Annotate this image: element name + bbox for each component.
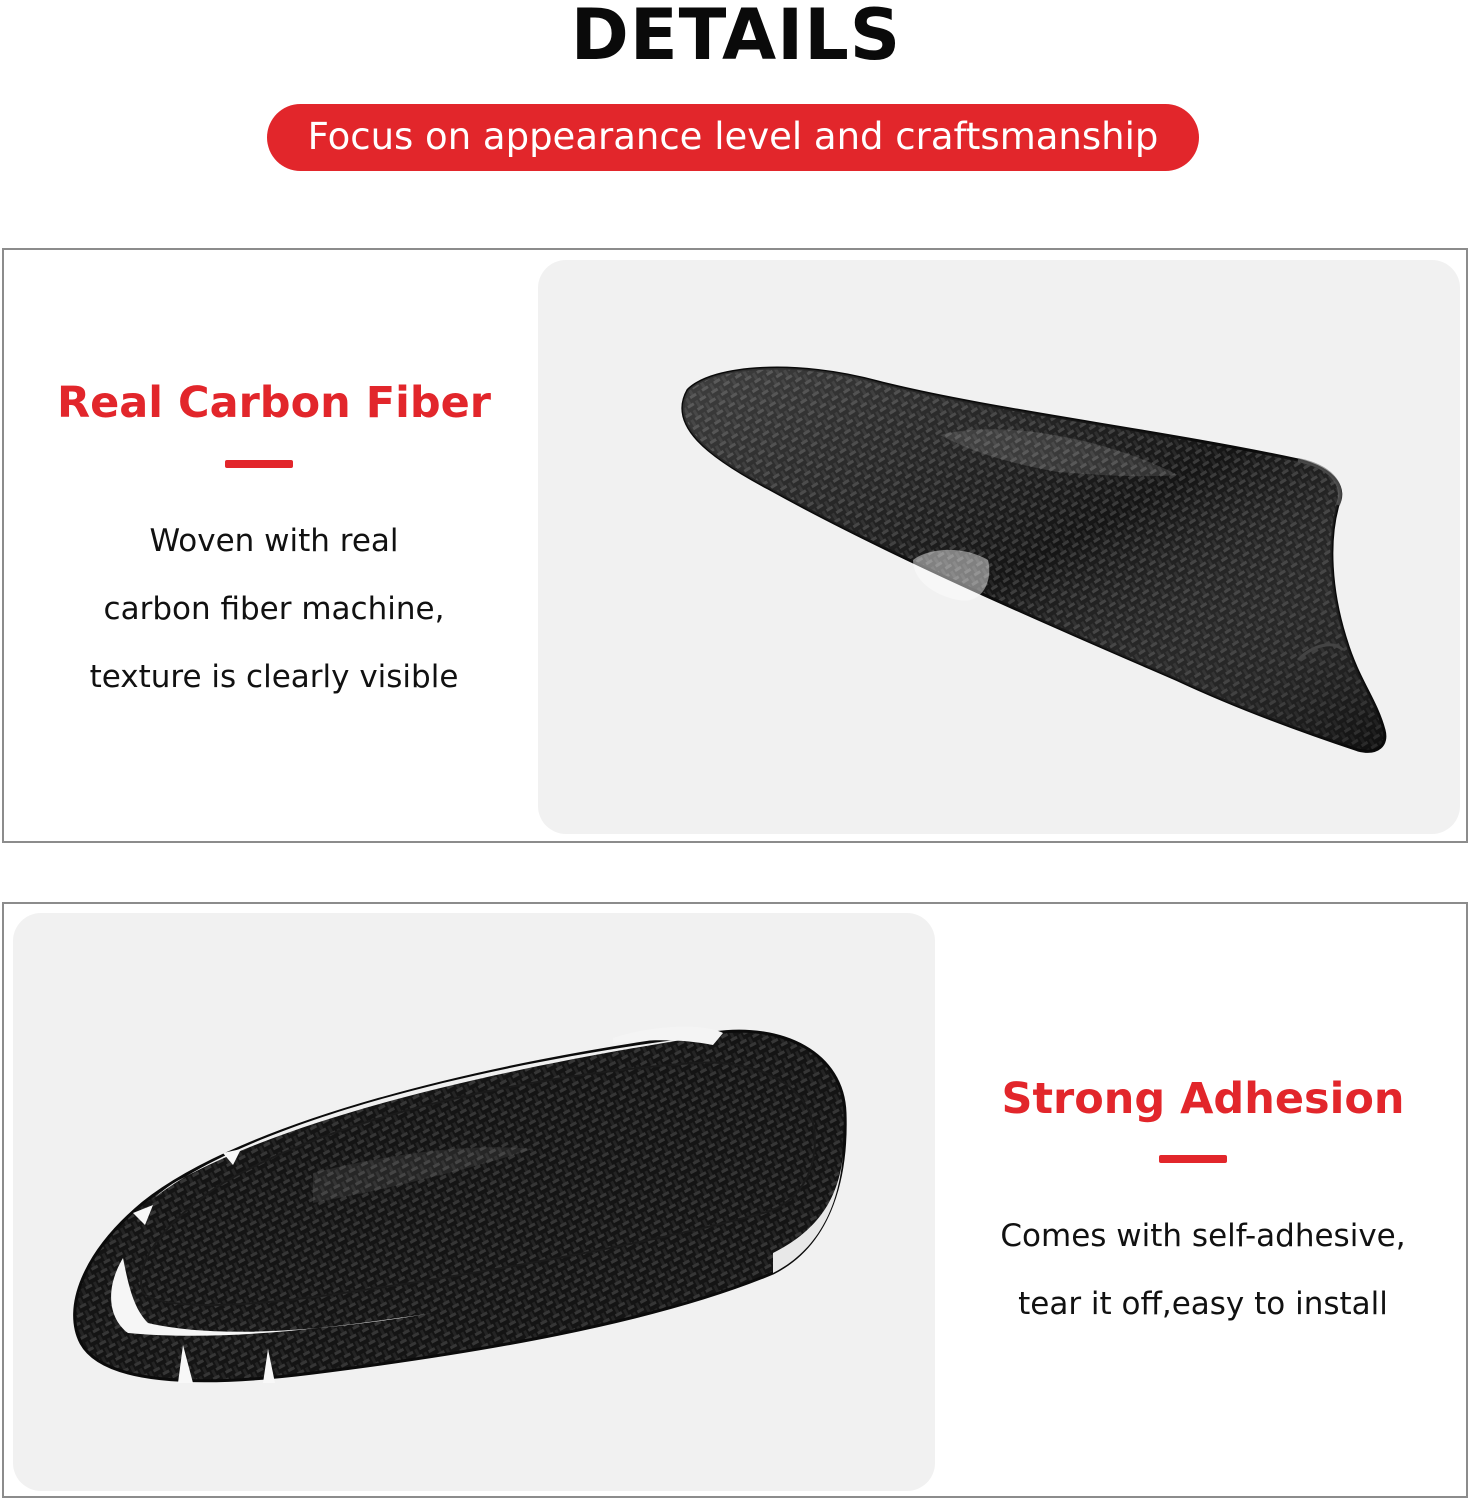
feature-title: Real Carbon Fiber xyxy=(57,378,491,428)
shark-fin-underside-photo xyxy=(13,913,935,1491)
feature-panel-adhesion xyxy=(2,902,1468,1498)
feature-description xyxy=(948,1202,1458,1338)
description-line: carbon fiber machine, xyxy=(103,591,445,627)
page-title: DETAILS xyxy=(570,0,902,76)
feature-description xyxy=(24,507,524,711)
title-underline xyxy=(225,460,293,468)
feature-panel-carbon-fiber xyxy=(2,248,1468,843)
description-line: Comes with self-adhesive, xyxy=(1000,1218,1406,1254)
subtitle-banner: Focus on appearance level and craftsmanship xyxy=(267,104,1199,171)
description-line: tear it off,easy to install xyxy=(1018,1286,1388,1322)
title-underline xyxy=(1159,1155,1227,1163)
description-line: Woven with real xyxy=(149,523,399,559)
description-line: texture is clearly visible xyxy=(89,659,459,695)
feature-title: Strong Adhesion xyxy=(1001,1074,1405,1124)
shark-fin-exterior-photo xyxy=(538,260,1460,834)
